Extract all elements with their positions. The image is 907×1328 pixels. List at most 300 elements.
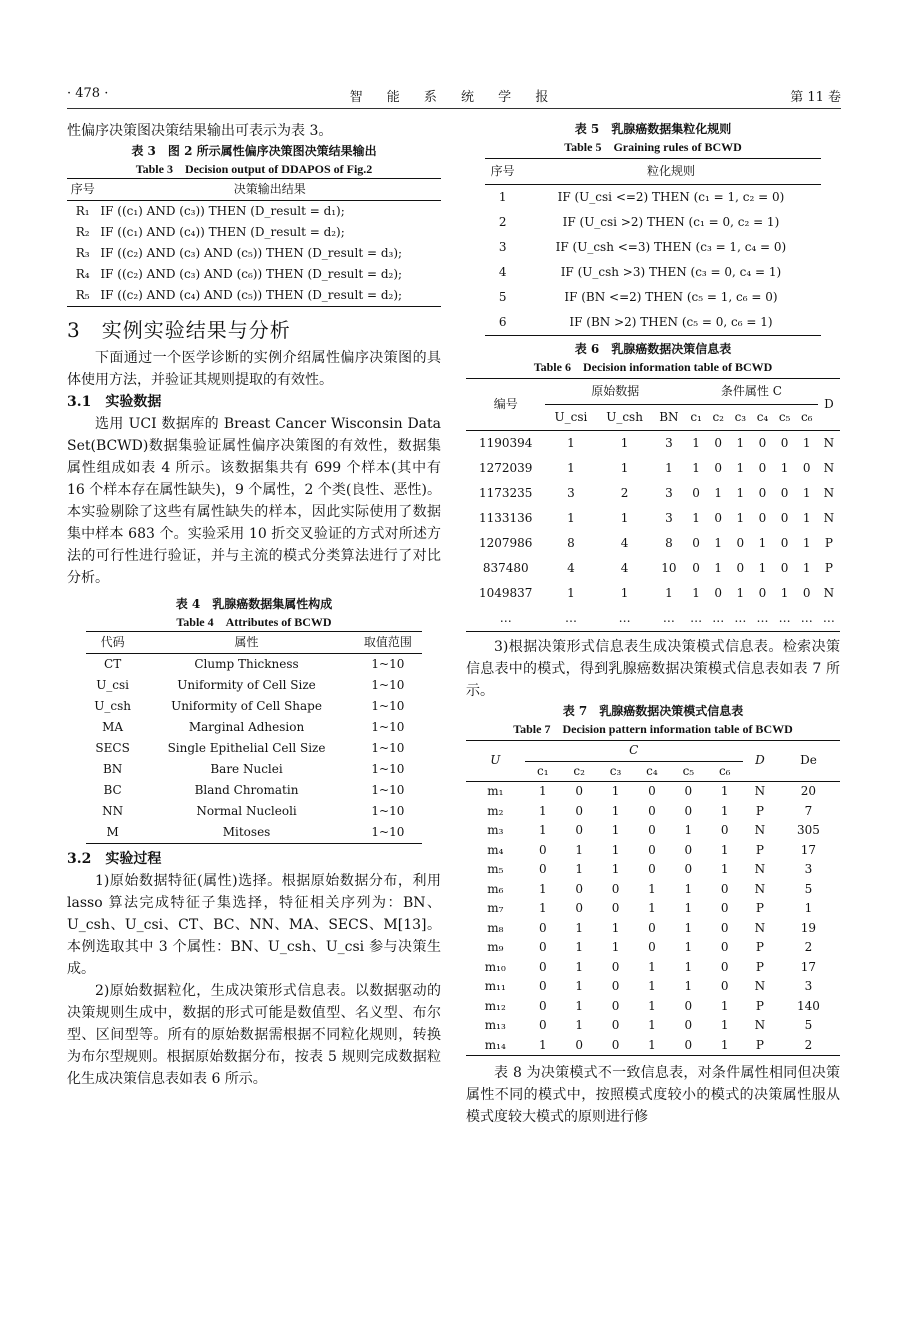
- t6-cell: 1: [567, 586, 575, 600]
- t5-cell: IF (BN <=2) THEN (c₅ = 1, c₆ = 0): [564, 290, 778, 304]
- t4-row: [86, 780, 423, 801]
- t6-cell: N: [823, 511, 835, 525]
- t3-row: [67, 201, 441, 223]
- t6-cell: 1133136: [479, 511, 533, 525]
- t6-sub-header-cell: BN: [653, 405, 685, 431]
- t7-row: [466, 997, 840, 1017]
- t7-cell: m₉: [487, 940, 504, 954]
- t7-row: [466, 1036, 840, 1056]
- t6-cell: …: [800, 611, 813, 625]
- t7-cell: P: [755, 1037, 764, 1052]
- section32-title: 3.2 实验过程: [67, 851, 162, 867]
- t7-cell: 0: [648, 940, 656, 954]
- t7-cell: N: [754, 784, 766, 798]
- t7-sub-header-cell: c₆: [707, 761, 743, 782]
- t3-row: [67, 264, 441, 285]
- t7-cell: 1: [648, 979, 656, 993]
- t4-cell: U_csh: [94, 699, 131, 713]
- t6-cell: 1: [567, 461, 575, 475]
- t7-cell: m₄: [487, 842, 504, 857]
- t6-cell: 1: [802, 561, 811, 575]
- t5-cell: 1: [498, 190, 507, 204]
- t4-cell: SECS: [95, 741, 130, 755]
- t7-cell: 1: [538, 1037, 547, 1052]
- t7-cell: 1: [575, 998, 583, 1013]
- t7-cell: 1: [684, 979, 693, 993]
- t7-cell: 0: [720, 940, 729, 954]
- t6-cell: 0: [780, 436, 789, 450]
- t6-cell: 0: [758, 486, 767, 500]
- t7-row: [466, 860, 840, 880]
- t7-cell: 0: [538, 979, 547, 993]
- volume-label: 第 11 卷: [790, 90, 841, 105]
- t6-cell: 1: [620, 461, 629, 475]
- t7-cell: 1: [648, 1037, 656, 1052]
- t7-row: [466, 958, 840, 978]
- t7-cell: m₂: [487, 803, 504, 818]
- t7-cell: 1: [538, 803, 547, 818]
- t6-cell: 0: [692, 536, 700, 550]
- t7-cell: 0: [648, 920, 656, 935]
- t6-cell: 8: [665, 536, 673, 550]
- t4-cell: Uniformity of Cell Shape: [171, 699, 322, 713]
- t7-cell: 1: [720, 842, 729, 857]
- t6-cell: 1207986: [479, 536, 533, 550]
- t7-cell: P: [755, 842, 764, 857]
- t7-row: [466, 841, 840, 861]
- t6-cell: P: [824, 561, 833, 575]
- t7-cell: 1: [648, 1018, 656, 1032]
- t7-row: [466, 802, 840, 822]
- t7-cell: m₁₃: [484, 1018, 506, 1032]
- t6-cell: 0: [780, 536, 789, 550]
- t6-header-raw: 原始数据: [545, 379, 685, 405]
- t7-cell: 0: [538, 1018, 547, 1032]
- t6-cell: 1: [736, 436, 745, 450]
- t7-cell: 19: [800, 920, 817, 935]
- t7-cell: 0: [538, 959, 547, 974]
- t6-cell: 1: [714, 486, 723, 500]
- t6-cell: 1: [714, 561, 723, 575]
- t3-row: [67, 243, 441, 264]
- t7-cell: 0: [648, 823, 656, 837]
- paragraph-table8-intro: 表 8 为决策模式不一致信息表，对条件属性相同但决策属性不同的模式中，按照模式度较小的模式的决策属性服从模式度较大模式的原则进行修: [466, 1065, 840, 1125]
- t7-cell: m₁: [487, 784, 504, 798]
- section31-paragraph: 选用 UCI 数据库的 Breast Cancer Wisconsin Data Set(BCWD)数据集验证属性偏序决策图的有效性，数据集属性组成如表 4 所示。该数据集共有 699 个样本(其中有 16 个样本存在属性缺失)，9 个属性，2 个类(良性、恶性)。本实验剔除了这些有属性缺失的样本，因此实际使用了数据集中样本 683 个。实验采用 10 折交叉验证的方式对所述方法的可行性进行验证，并与主流的模式分类算法进行了对比分析。: [67, 416, 441, 586]
- t6-cell: N: [823, 436, 835, 450]
- t5-cell: IF (U_csh <=3) THEN (c₃ = 1, c₄ = 0): [555, 240, 787, 254]
- t4-cell: M: [106, 825, 119, 839]
- t5-row: [485, 260, 822, 285]
- t7-cell: 0: [720, 901, 729, 915]
- t7-header-c: C: [525, 741, 743, 762]
- t4-cell: BC: [103, 783, 122, 797]
- t7-cell: 1: [684, 959, 693, 974]
- t4-cell: 1~10: [371, 762, 405, 776]
- t7-cell: 0: [684, 784, 693, 798]
- t7-cell: 1: [575, 920, 583, 935]
- t7-cell: 0: [611, 901, 620, 915]
- t5-header-cell: 序号: [485, 159, 521, 185]
- t7-cell: 0: [575, 1037, 583, 1052]
- t6-sub-header-cell: c₄: [751, 405, 773, 431]
- t4-cell: NN: [102, 804, 124, 818]
- t6-cell: 1: [620, 511, 629, 525]
- t7-cell: P: [755, 901, 764, 915]
- t6-cell: 0: [758, 436, 767, 450]
- t6-sub-header-cell: c₆: [796, 405, 818, 431]
- t7-cell: N: [754, 1018, 766, 1032]
- t3-header-cell: 决策输出结果: [98, 179, 441, 201]
- t6-cell: 1: [692, 461, 700, 475]
- section32-paragraph-1: 1)原始数据特征(属性)选择。根据原始数据分布，利用 lasso 算法完成特征子集选择，特征相关序列为：BN、U_csh、U_csi、CT、BC、NN、MA、SECS、M[13]。本例选取其中 3 个属性：BN、U_csh、U_csi 参与决策生成。: [67, 873, 441, 977]
- t7-cell: 1: [648, 959, 656, 974]
- t6-cell: 1272039: [479, 461, 533, 475]
- t4-cell: 1~10: [371, 657, 405, 671]
- section3-title: 3 实例实验结果与分析: [67, 318, 291, 342]
- t7-cell: 0: [611, 979, 620, 993]
- t3-header-cell: 序号: [67, 179, 98, 201]
- t6-sub-header-cell: c₁: [685, 405, 707, 431]
- t7-cell: 0: [720, 979, 729, 993]
- t7-cell: m₇: [487, 901, 504, 915]
- t7-cell: 1: [575, 940, 583, 954]
- table7: [466, 740, 840, 1056]
- t7-cell: 5: [804, 881, 813, 896]
- t7-cell: 0: [575, 823, 583, 837]
- t7-cell: 1: [720, 784, 729, 798]
- t7-cell: m₁₄: [484, 1037, 506, 1052]
- t7-cell: 0: [720, 823, 729, 837]
- t6-cell: 1190394: [479, 436, 533, 450]
- t6-cell: 0: [714, 461, 723, 475]
- t3-row: [67, 285, 441, 307]
- t7-cell: P: [755, 959, 764, 974]
- t3-cell: IF ((c₂) AND (c₃) AND (c₅)) THEN (D_result = d₃);: [100, 246, 403, 260]
- t4-row: [86, 822, 423, 844]
- t6-cell: 1: [736, 486, 745, 500]
- t7-cell: 1: [648, 881, 656, 896]
- left-column: [67, 120, 441, 1090]
- t7-cell: m₁₂: [484, 998, 506, 1013]
- t7-cell: 1: [720, 803, 729, 818]
- t7-row: [466, 938, 840, 958]
- t7-cell: P: [755, 998, 764, 1013]
- t7-cell: 0: [575, 803, 583, 818]
- t7-cell: 0: [648, 803, 656, 818]
- t7-cell: 0: [575, 784, 583, 798]
- t4-cell: 1~10: [371, 825, 405, 839]
- paragraph-step3: 3)根据决策形式信息表生成决策模式信息表。检索决策信息表中的模式，得到乳腺癌数据决策模式信息表如表 7 所示。: [466, 639, 840, 699]
- t7-cell: 0: [538, 862, 547, 876]
- t7-cell: 0: [611, 1018, 620, 1032]
- t5-cell: 2: [498, 215, 507, 229]
- right-column: [466, 120, 840, 1128]
- t7-cell: 2: [804, 1037, 813, 1052]
- t7-cell: 0: [575, 881, 583, 896]
- t6-cell: 1: [567, 436, 575, 450]
- t6-cell: 0: [780, 511, 789, 525]
- t6-cell: 1049837: [479, 586, 533, 600]
- table4-caption-en: Table 4 Attributes of BCWD: [176, 615, 332, 629]
- t6-cell: …: [778, 611, 791, 625]
- t7-sub-header-cell: c₁: [525, 761, 561, 782]
- t6-cell: …: [564, 611, 577, 625]
- t6-cell: …: [712, 611, 725, 625]
- t6-cell: …: [690, 611, 703, 625]
- t7-cell: 0: [720, 881, 729, 896]
- table5-caption-en: Table 5 Graining rules of BCWD: [564, 140, 742, 154]
- t6-cell: 0: [802, 586, 811, 600]
- t4-row: [86, 759, 423, 780]
- t5-cell: IF (U_csi >2) THEN (c₁ = 0, c₂ = 1): [562, 215, 780, 229]
- t7-cell: 1: [684, 881, 693, 896]
- t7-cell: 1: [611, 803, 620, 818]
- t7-cell: 1: [538, 901, 547, 915]
- t4-cell: Bland Chromatin: [194, 783, 299, 797]
- t3-cell: R₁: [75, 204, 90, 218]
- t6-cell: N: [823, 586, 835, 600]
- t6-cell: 1173235: [479, 486, 533, 500]
- t4-cell: 1~10: [371, 741, 405, 755]
- t7-header-u: U: [466, 741, 525, 782]
- t7-cell: N: [754, 920, 766, 935]
- t5-cell: 3: [498, 240, 507, 254]
- t7-cell: 1: [804, 901, 813, 915]
- t7-cell: 0: [684, 998, 693, 1013]
- t7-cell: 1: [611, 823, 620, 837]
- t3-cell: IF ((c₂) AND (c₄) AND (c₅)) THEN (D_result = d₂);: [100, 288, 403, 302]
- t5-cell: 5: [498, 290, 507, 304]
- t6-header-id: 编号: [466, 379, 545, 431]
- t7-cell: 0: [575, 901, 583, 915]
- t6-cell: 1: [692, 511, 700, 525]
- journal-name: 智 能 系 统 学 报: [349, 90, 559, 105]
- t7-cell: 140: [796, 998, 820, 1013]
- t6-cell: 0: [714, 586, 723, 600]
- t5-row: [485, 210, 822, 235]
- t7-cell: 0: [684, 1037, 693, 1052]
- t7-cell: m₃: [487, 823, 504, 837]
- table5: [485, 158, 822, 336]
- t7-cell: 0: [611, 959, 620, 974]
- t7-cell: 1: [648, 998, 656, 1013]
- table6-caption-cn: 表 6 乳腺癌数据决策信息表: [574, 342, 732, 356]
- t6-sub-header-cell: c₂: [707, 405, 729, 431]
- t7-cell: 0: [684, 803, 693, 818]
- t7-cell: 0: [538, 920, 547, 935]
- t6-cell: 4: [620, 561, 629, 575]
- t6-sub-header-cell: U_csi: [545, 405, 596, 431]
- t6-cell: 3: [665, 511, 673, 525]
- t7-cell: 1: [538, 823, 547, 837]
- t6-cell: 0: [714, 511, 723, 525]
- t6-row: [466, 481, 840, 506]
- table6: [466, 378, 840, 632]
- t7-row: [466, 1016, 840, 1036]
- t6-cell: 0: [758, 461, 767, 475]
- t6-header-cond: 条件属性 C: [685, 379, 818, 405]
- t7-cell: N: [754, 979, 766, 993]
- t5-row: [485, 235, 822, 260]
- t6-cell: …: [618, 611, 631, 625]
- t7-row: [466, 919, 840, 939]
- t6-cell: 4: [567, 561, 575, 575]
- t7-cell: 1: [684, 901, 693, 915]
- t4-header-cell: 代码: [86, 632, 140, 654]
- section32-paragraph-2: 2)原始数据粒化，生成决策形式信息表。以数据驱动的决策规则生成中，数据的形式可能是数值型、名义型、布尔型、区间型等。所有的原始数据需根据不同粒化规则，转换为布尔型规则。根据原始数据分布，按表 5 规则完成数据粒化生成决策信息表如表 6 所示。: [67, 983, 441, 1087]
- t7-cell: 1: [575, 842, 583, 857]
- t6-cell: 0: [692, 561, 700, 575]
- t5-cell: 4: [498, 265, 507, 279]
- t6-sub-header-cell: c₅: [774, 405, 796, 431]
- t6-cell: 1: [692, 586, 700, 600]
- t3-cell: R₂: [75, 225, 90, 239]
- t7-cell: 0: [538, 998, 547, 1013]
- t6-cell: …: [734, 611, 747, 625]
- t7-cell: 1: [720, 998, 729, 1013]
- t7-cell: N: [754, 862, 766, 876]
- t7-cell: m₈: [487, 920, 504, 935]
- t7-cell: 1: [538, 784, 547, 798]
- t6-cell: 0: [780, 486, 789, 500]
- t6-cell: 1: [714, 536, 723, 550]
- t4-cell: Normal Nucleoli: [196, 804, 297, 818]
- t7-cell: P: [755, 803, 764, 818]
- t5-cell: 6: [498, 315, 507, 329]
- t7-cell: m₁₁: [484, 979, 506, 993]
- table3: [67, 178, 441, 307]
- t7-cell: 1: [720, 862, 729, 876]
- t7-cell: 1: [538, 881, 547, 896]
- t6-cell: …: [662, 611, 675, 625]
- t6-cell: 1: [802, 536, 811, 550]
- t7-cell: 1: [575, 862, 583, 876]
- t7-cell: 0: [648, 842, 656, 857]
- t6-cell: …: [756, 611, 769, 625]
- t4-cell: MA: [102, 720, 124, 734]
- t4-cell: Bare Nuclei: [210, 762, 283, 776]
- t3-cell: R₃: [75, 246, 90, 260]
- t4-cell: Clump Thickness: [194, 657, 299, 671]
- t7-cell: 0: [684, 1018, 693, 1032]
- t4-row: [86, 654, 423, 676]
- t7-cell: 1: [575, 1018, 583, 1032]
- table4-caption-cn: 表 4 乳腺癌数据集属性构成: [175, 597, 333, 611]
- t5-cell: IF (BN >2) THEN (c₅ = 0, c₆ = 1): [569, 315, 773, 329]
- t4-cell: 1~10: [371, 678, 405, 692]
- t4-row: [86, 717, 423, 738]
- t7-cell: 0: [538, 842, 547, 857]
- t6-row: [466, 431, 840, 457]
- t7-cell: 0: [611, 881, 620, 896]
- t5-row: [485, 285, 822, 310]
- t7-row: [466, 899, 840, 919]
- t6-cell: 1: [758, 536, 767, 550]
- t7-sub-header-cell: c₃: [597, 761, 633, 782]
- t7-cell: 305: [796, 823, 820, 837]
- t6-cell: 0: [758, 511, 767, 525]
- t4-cell: Mitoses: [222, 825, 271, 839]
- t7-cell: 1: [684, 823, 693, 837]
- table3-caption-cn: 表 3 图 2 所示属性偏序决策图决策结果输出: [131, 144, 377, 158]
- table4: [86, 631, 423, 844]
- t7-header-d: D: [743, 741, 777, 782]
- t7-cell: N: [754, 823, 766, 837]
- t7-cell: 3: [804, 862, 813, 876]
- t6-cell: 2: [620, 486, 629, 500]
- t6-cell: N: [823, 461, 835, 475]
- t5-row: [485, 185, 822, 211]
- t4-row: [86, 675, 423, 696]
- t6-cell: 1: [665, 586, 673, 600]
- t3-cell: R₅: [75, 288, 90, 302]
- t6-cell: 0: [714, 436, 723, 450]
- t7-cell: 17: [800, 959, 817, 974]
- t7-cell: 1: [611, 842, 620, 857]
- t7-cell: 0: [648, 862, 656, 876]
- t7-row: [466, 977, 840, 997]
- t6-cell: 1: [692, 436, 700, 450]
- t7-cell: 17: [800, 842, 817, 857]
- t6-row: [466, 581, 840, 606]
- t6-cell: 1: [567, 511, 575, 525]
- t7-cell: m₆: [487, 881, 504, 896]
- t5-cell: IF (U_csi <=2) THEN (c₁ = 1, c₂ = 0): [557, 190, 785, 204]
- t7-cell: m₅: [487, 862, 504, 876]
- t7-cell: P: [755, 940, 764, 954]
- page-number: · 478 ·: [67, 86, 109, 101]
- t6-cell: 0: [736, 536, 745, 550]
- t7-cell: 0: [611, 998, 620, 1013]
- t6-cell: 1: [620, 586, 629, 600]
- t6-cell: 1: [758, 561, 767, 575]
- t6-cell: 3: [567, 486, 575, 500]
- t7-cell: 5: [804, 1018, 813, 1032]
- t6-cell: 837480: [482, 561, 529, 575]
- t7-cell: N: [754, 881, 766, 896]
- t7-row: [466, 821, 840, 841]
- t6-sub-header-cell: c₃: [729, 405, 751, 431]
- t6-cell: P: [824, 536, 833, 550]
- t6-cell: 3: [665, 436, 673, 450]
- t6-cell: 1: [665, 461, 673, 475]
- t6-row: [466, 606, 840, 632]
- t6-cell: 10: [661, 561, 677, 575]
- t4-cell: 1~10: [371, 783, 405, 797]
- t7-sub-header-cell: c₂: [561, 761, 597, 782]
- t4-cell: 1~10: [371, 699, 405, 713]
- t6-cell: 1: [802, 436, 811, 450]
- t4-cell: U_csi: [96, 678, 130, 692]
- t7-cell: 1: [611, 862, 620, 876]
- t6-cell: 0: [802, 461, 811, 475]
- t4-cell: Single Epithelial Cell Size: [167, 741, 326, 755]
- t6-cell: 1: [802, 486, 811, 500]
- t3-cell: R₄: [75, 267, 90, 281]
- t7-row: [466, 880, 840, 900]
- t5-header-cell: 粒化规则: [521, 159, 822, 185]
- t6-cell: …: [499, 611, 512, 625]
- t6-cell: 0: [780, 561, 789, 575]
- t7-cell: 1: [575, 959, 583, 974]
- running-header: [67, 86, 841, 104]
- t5-cell: IF (U_csh >3) THEN (c₃ = 0, c₄ = 1): [560, 265, 782, 279]
- t6-cell: 1: [780, 461, 789, 475]
- table7-caption-cn: 表 7 乳腺癌数据决策模式信息表: [562, 704, 744, 718]
- table6-caption-en: Table 6 Decision information table of BCWD: [533, 360, 773, 374]
- t4-cell: CT: [104, 657, 122, 671]
